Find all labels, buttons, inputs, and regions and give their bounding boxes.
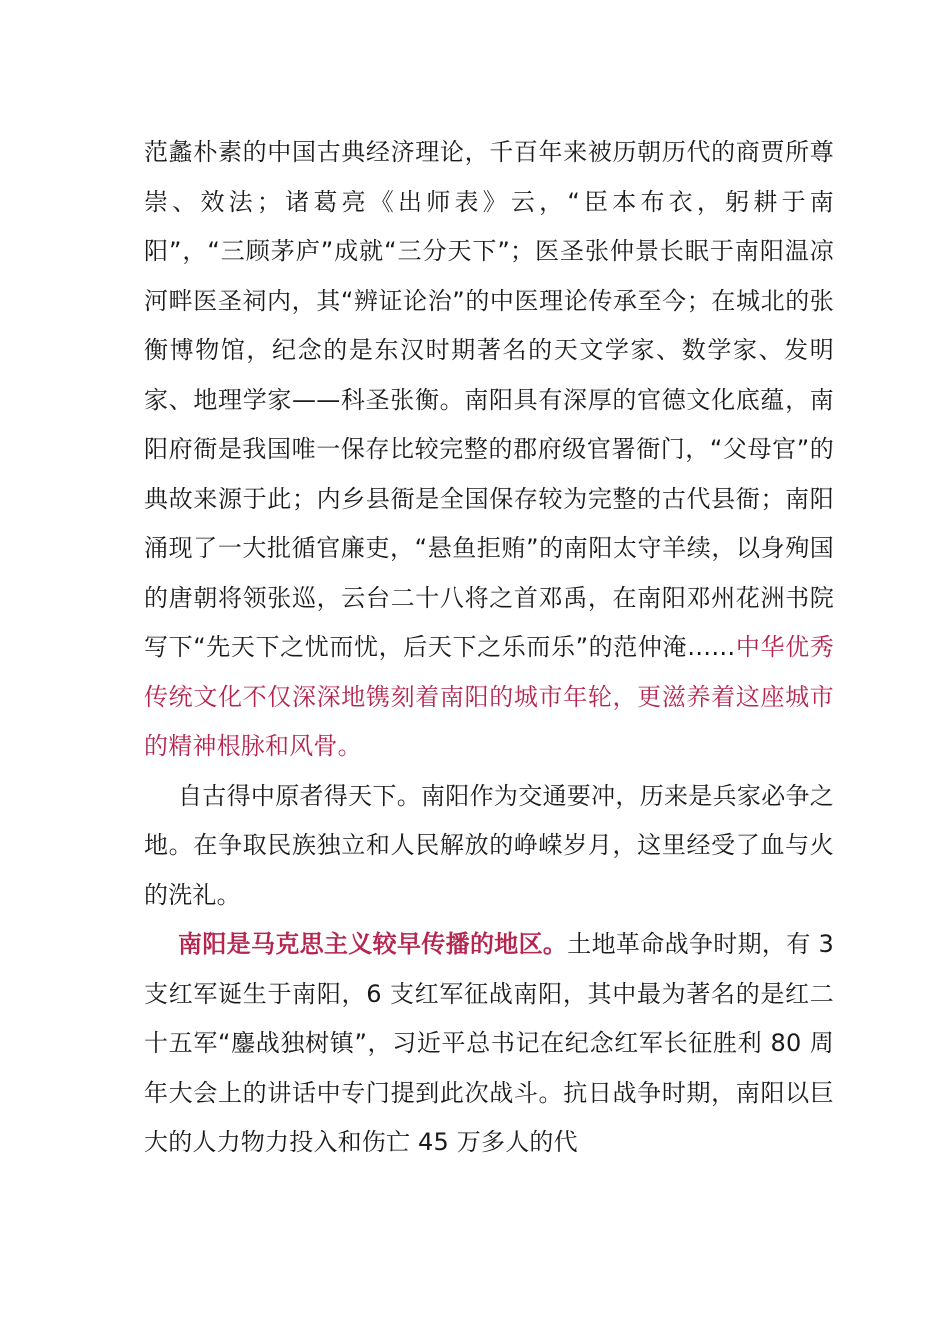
paragraph-3-highlight: 南阳是马克思主义较早传播的地区。 xyxy=(178,930,568,958)
document-page xyxy=(144,128,834,1168)
paragraph-1-text: 范蠡朴素的中国古典经济理论，千百年来被历朝历代的商贾所尊崇、效法；诸葛亮《出师表》云，“臣本布衣，躬耕于南阳”，“三顾茅庐”成就“三分天下”；医圣张仲景长眠于南阳温凉河畔医圣祠内，其“辨证论治”的中医理论传承至今；在城北的张衡博物馆，纪念的是东汉时期著名的天文学家、数学家、发明家、地理学家——科圣张衡。南阳具有深厚的官德文化底蕴，南阳府衙是我国唯一保存比较完整的郡府级官署衙门，“父母官”的典故来源于此；内乡县衙是全国保存较为完整的古代县衙；南阳涌现了一大批循官廉吏，“悬鱼拒贿”的南阳太守羊续，以身殉国的唐朝将领张巡，云台二十八将之首邓禹，在南阳邓州花洲书院写下“先天下之忧而忧，后天下之乐而乐”的范仲淹…… xyxy=(144,138,834,661)
paragraph-3-text: 土地革命战争时期，有 3 支红军诞生于南阳，6 支红军征战南阳，其中最为著名的是红二十五军“鏖战独树镇”，习近平总书记在纪念红军长征胜利 80 周年大会上的讲话中专门提到此次战斗。抗日战争时期，南阳以巨大的人力物力投入和伤亡 45 万多人的代 xyxy=(144,930,834,1156)
paragraph-3 xyxy=(144,920,834,1168)
paragraph-1 xyxy=(144,128,834,772)
paragraph-2 xyxy=(144,772,834,921)
paragraph-2-text: 自古得中原者得天下。南阳作为交通要冲，历来是兵家必争之地。在争取民族独立和人民解放的峥嵘岁月，这里经受了血与火的洗礼。 xyxy=(144,781,834,909)
paragraph-1-highlight: 中华优秀传统文化不仅深深地镌刻着南阳的城市年轮，更滋养着这座城市的精神根脉和风骨。 xyxy=(144,633,834,760)
